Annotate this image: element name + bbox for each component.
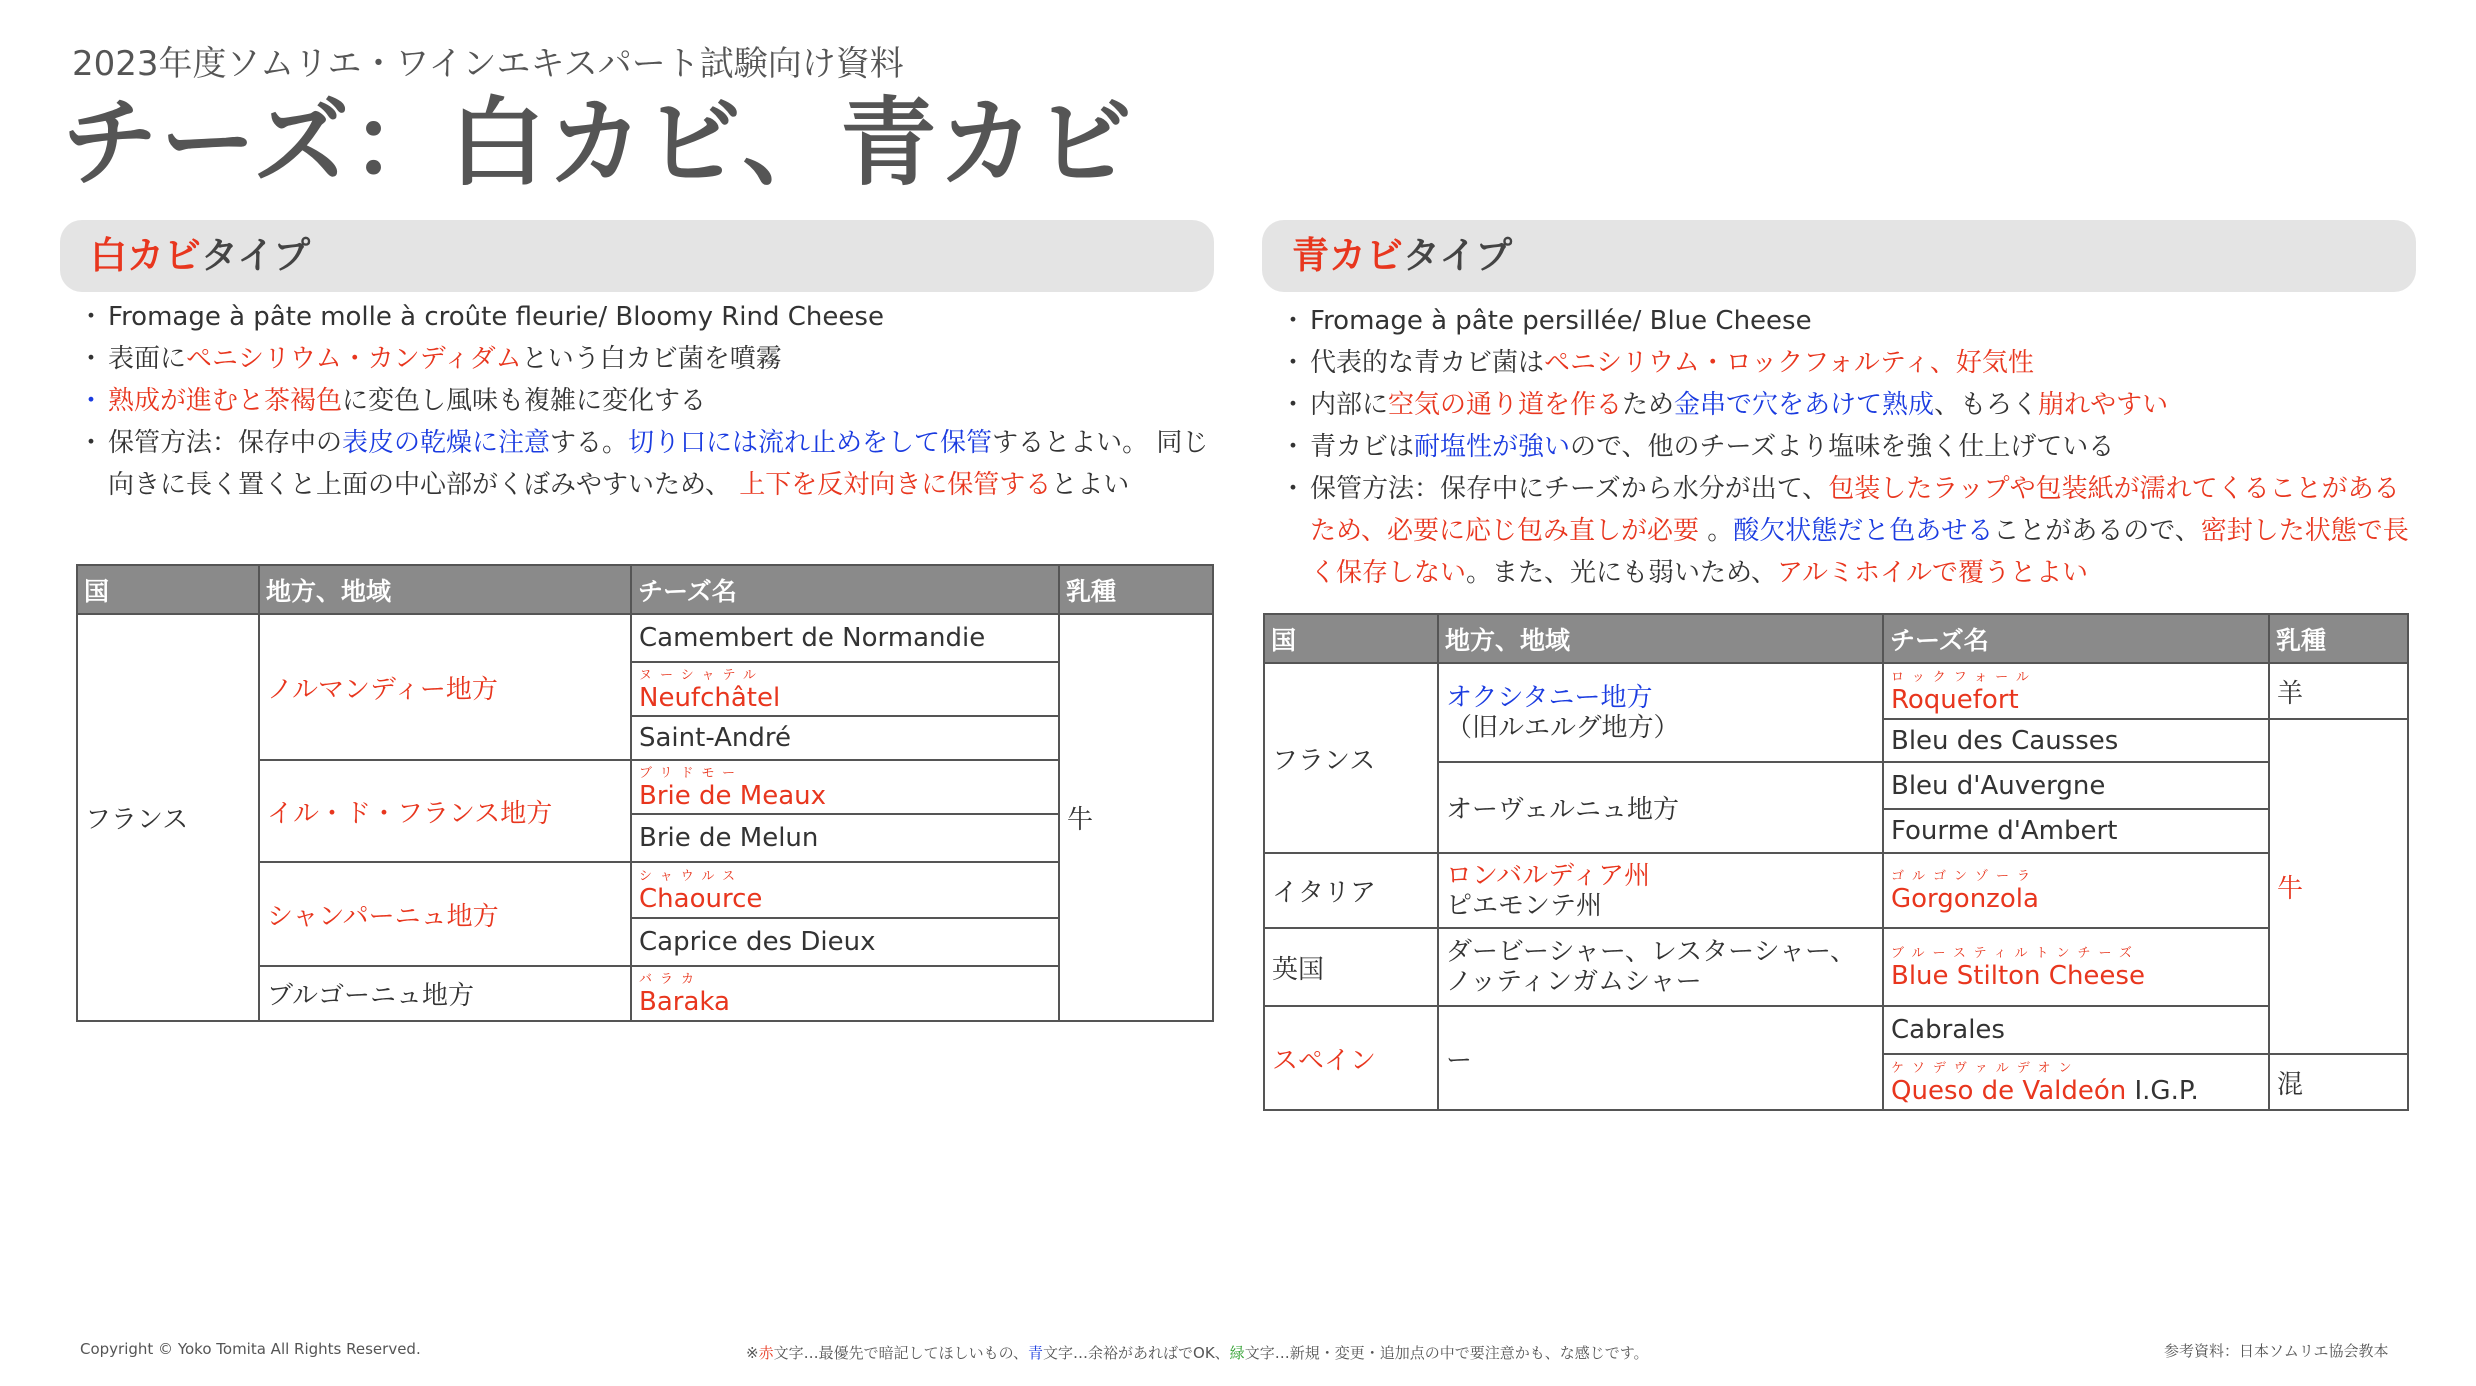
cheese-name: Brie de Melun (639, 823, 819, 853)
region-cell (1438, 853, 1883, 928)
blue-mold-heading-rest: タイプ (1403, 234, 1513, 277)
region-cell: ノルマンディー地方 (259, 614, 631, 760)
region-name: オクシタニー地方 (1446, 682, 1653, 713)
bullet-dot: ・ (78, 302, 105, 332)
copyright-notice: Copyright © Yoko Tomita All Rights Reserved. (80, 1340, 421, 1358)
bullet-dot: ・ (1280, 432, 1307, 462)
bullet-text: ことがあるので、 (1993, 516, 2201, 546)
country-cell: フランス (77, 614, 259, 1021)
bullet-text-red: ペニシリウム・カンディダム (186, 344, 522, 374)
bullet-dot: ・ (1280, 348, 1307, 378)
legend-red: 赤 (758, 1344, 774, 1362)
col-header-region: 地方、地域 (259, 565, 631, 614)
cheese-ruby: ロックフォール (1891, 669, 2037, 685)
bullet-item (1270, 384, 2420, 426)
cheese-cell (1883, 928, 2269, 1006)
milk-cell: 羊 (2269, 663, 2408, 719)
bullet-text-red: アルミホイルで覆うとよい (1776, 558, 2088, 588)
bullet-text-blue: 耐塩性が強い (1414, 432, 1571, 462)
cheese-name: Bleu des Causses (1891, 725, 2119, 756)
table-row (77, 614, 1213, 662)
cheese-ruby: シャウルス (639, 868, 743, 884)
region-name: ダービーシャー、レスターシャー、 (1446, 937, 1857, 967)
cheese-name: Brie de Meaux (639, 780, 827, 811)
region-cell: ブルゴーニュ地方 (259, 966, 631, 1021)
cheese-igp: I.G.P. (2126, 1075, 2199, 1106)
col-header-milk: 乳種 (1059, 565, 1213, 614)
bullet-text: ので、他のチーズより塩味を強く仕上げている (1570, 432, 2115, 462)
bullet-text: という白カビ菌を噴霧 (521, 344, 782, 374)
country-cell: フランス (1264, 663, 1438, 853)
cheese-ruby: ブリドモー (639, 765, 743, 781)
bullet-text-blue: 金串で穴をあけて熟成 (1674, 390, 1935, 420)
region-cell: シャンパーニュ地方 (259, 862, 631, 966)
cheese-cell (1883, 762, 2269, 809)
bullet-dot: ・ (1280, 390, 1307, 420)
bullet-text: するとよい。 同じ向きに長く置くと上面の中心部がくぼみやすいため、 (108, 428, 1209, 500)
blue-mold-bullet-list (1270, 300, 2420, 594)
cheese-name: Queso de Valdeón (1891, 1075, 2127, 1106)
region-cell: オーヴェルニュ地方 (1438, 762, 1883, 853)
blue-mold-heading-red: 青カビ (1292, 234, 1403, 277)
reference-note: 参考資料：日本ソムリエ協会教本 (2164, 1342, 2389, 1360)
bullet-dot: ・ (78, 344, 105, 374)
bullet-text-blue: 酸欠状態だと色あせる (1733, 516, 1994, 546)
col-header-country: 国 (77, 565, 259, 614)
white-mold-heading-rest: タイプ (201, 234, 311, 277)
cheese-ruby: ゴルゴンゾーラ (1891, 869, 2039, 884)
white-mold-section-header (60, 220, 1214, 292)
bullet-text-red: 空気の通り道を作る (1388, 390, 1623, 420)
color-legend-note (746, 1342, 1649, 1363)
bullet-text-red: 好気性 (1955, 348, 2034, 378)
document-subtitle: 2023年度ソムリエ・ワインエキスパート試験向け資料 (72, 44, 904, 84)
cheese-cell (631, 966, 1059, 1021)
region-name: ピエモンテ州 (1446, 890, 1603, 921)
page-title: チーズ：白カビ、青カビ (62, 87, 1135, 199)
region-name: ノッティンガムシャー (1446, 967, 1702, 997)
cheese-name: Blue Stilton Cheese (1891, 960, 2145, 991)
bullet-text: 、もろく (1934, 390, 2039, 420)
bullet-text-red: 上下を反対向きに保管する (739, 470, 1052, 500)
col-header-cheese: チーズ名 (631, 565, 1059, 614)
bullet-dot: ・ (1280, 306, 1307, 336)
cheese-name: Cabrales (1891, 1015, 2005, 1045)
region-name-old: （旧ルエルグ地方） (1446, 712, 1680, 743)
cheese-name: Roquefort (1891, 684, 2019, 715)
white-mold-heading-red: 白カビ (90, 234, 201, 277)
bullet-text-red: 崩れやすい (2038, 390, 2169, 420)
cheese-ruby: ブルースティルトンチーズ (1891, 945, 2140, 961)
table-row (1264, 1006, 2408, 1054)
col-header-country: 国 (1264, 614, 1438, 663)
country-cell: スペイン (1264, 1006, 1438, 1110)
bullet-text: 保管方法：保存中にチーズから水分が出て、 (1310, 474, 1829, 504)
bullet-item (68, 296, 1218, 338)
col-header-region: 地方、地域 (1438, 614, 1883, 663)
bullet-text-red: 熟成が進むと茶褐色 (108, 386, 343, 416)
bullet-text: 代表的な青カビ菌は (1310, 348, 1545, 378)
bullet-dot: ・ (78, 428, 105, 458)
cheese-name: Chaource (639, 883, 763, 914)
bullet-dot: ・ (1280, 474, 1307, 504)
bullet-text: とよい (1051, 470, 1130, 500)
bullet-text: 保管方法：保存中の (108, 428, 343, 458)
blue-mold-section-header (1262, 220, 2416, 292)
bullet-item (68, 380, 1218, 422)
table-header-row (1264, 614, 2408, 663)
cheese-cell (631, 814, 1059, 862)
cheese-name: Gorgonzola (1891, 884, 2039, 914)
bullet-item (1270, 342, 2420, 384)
cheese-name: Baraka (639, 987, 730, 1017)
bullet-text-red: 密封した状態で長く保存しない (1310, 516, 2409, 588)
table-header-row (77, 565, 1213, 614)
bullet-text: 。また、光にも弱いため、 (1466, 558, 1777, 588)
milk-cell: 牛 (2269, 719, 2408, 1054)
milk-cell: 牛 (1059, 614, 1213, 1021)
bullet-text-blue: 切り口には流れ止めをして保管 (628, 428, 993, 458)
cheese-cell (631, 918, 1059, 966)
table-row (1264, 928, 2408, 1006)
bullet-text: 内部に (1310, 390, 1389, 420)
legend-green: 緑 (1229, 1344, 1245, 1362)
cheese-cell (1883, 853, 2269, 928)
cheese-cell (1883, 809, 2269, 853)
legend-blue: 青 (1028, 1344, 1044, 1362)
region-cell (1438, 663, 1883, 762)
bullet-text: 表面に (108, 344, 187, 374)
bullet-text: に変色し風味も複雑に変化する (342, 386, 707, 416)
bullet-text-red: 包装したラップや包装紙が濡れてくることがあるため、必要に応じ包み直しが必要 (1310, 474, 2400, 546)
bullet-text: Fromage à pâte persillée/ Blue Cheese (1310, 306, 1812, 336)
bullet-text: する。 (550, 428, 629, 458)
region-name: ロンバルディア州 (1446, 860, 1651, 891)
bullet-item (68, 422, 1218, 506)
cheese-ruby: ヌーシャテル (639, 667, 764, 683)
blue-mold-cheese-table (1263, 613, 2409, 1111)
cheese-cell (1883, 1054, 2269, 1110)
bullet-item (1270, 468, 2420, 594)
legend-text: ※ (746, 1344, 759, 1362)
cheese-name-group (1891, 1076, 2261, 1106)
white-mold-bullet-list (68, 296, 1218, 506)
bullet-text-blue: 表皮の乾燥に注意 (342, 428, 551, 458)
bullet-text: ため (1622, 390, 1675, 420)
legend-text: 文字…余裕があればでOK、 (1043, 1344, 1230, 1362)
bullet-text-red: 、 (1929, 348, 1956, 378)
white-mold-cheese-table (76, 564, 1214, 1022)
cheese-name: Bleu d'Auvergne (1891, 770, 2106, 801)
cheese-name: Saint-André (639, 723, 792, 753)
bullet-dot: ・ (78, 386, 105, 416)
bullet-item (1270, 426, 2420, 468)
cheese-cell (631, 716, 1059, 760)
col-header-milk: 乳種 (2269, 614, 2408, 663)
region-cell (1438, 928, 1883, 1006)
legend-text: 文字…新規・変更・追加点の中で要注意かも、な感じです。 (1244, 1344, 1649, 1362)
bullet-item (1270, 300, 2420, 342)
milk-cell: 混 (2269, 1054, 2408, 1110)
bullet-text-red: ペニシリウム・ロックフォルティ (1544, 348, 1930, 378)
country-cell: イタリア (1264, 853, 1438, 928)
cheese-cell (631, 862, 1059, 918)
cheese-name: Neufchâtel (639, 682, 781, 713)
bullet-text: 。 (1698, 516, 1734, 546)
cheese-name: Caprice des Dieux (639, 927, 876, 957)
region-cell: イル・ド・フランス地方 (259, 760, 631, 862)
table-row (1264, 663, 2408, 719)
col-header-cheese: チーズ名 (1883, 614, 2269, 663)
cheese-cell (1883, 1006, 2269, 1054)
cheese-cell (631, 614, 1059, 662)
cheese-cell (1883, 719, 2269, 762)
cheese-cell (631, 662, 1059, 716)
cheese-ruby: ケソデヴァルデオン (1891, 1060, 2080, 1076)
legend-text: 文字…最優先で暗記してほしいもの、 (773, 1344, 1028, 1362)
bullet-text: 青カビは (1310, 432, 1415, 462)
cheese-name: Camembert de Normandie (639, 623, 986, 653)
table-row (1264, 853, 2408, 928)
cheese-cell (631, 760, 1059, 814)
country-cell: 英国 (1264, 928, 1438, 1006)
region-cell: ー (1438, 1006, 1883, 1110)
cheese-ruby: バラカ (639, 972, 703, 987)
bullet-item (68, 338, 1218, 380)
bullet-text: Fromage à pâte molle à croûte fleurie/ Bloomy Rind Cheese (108, 302, 884, 332)
cheese-name: Fourme d'Ambert (1891, 816, 2118, 846)
cheese-cell (1883, 663, 2269, 719)
